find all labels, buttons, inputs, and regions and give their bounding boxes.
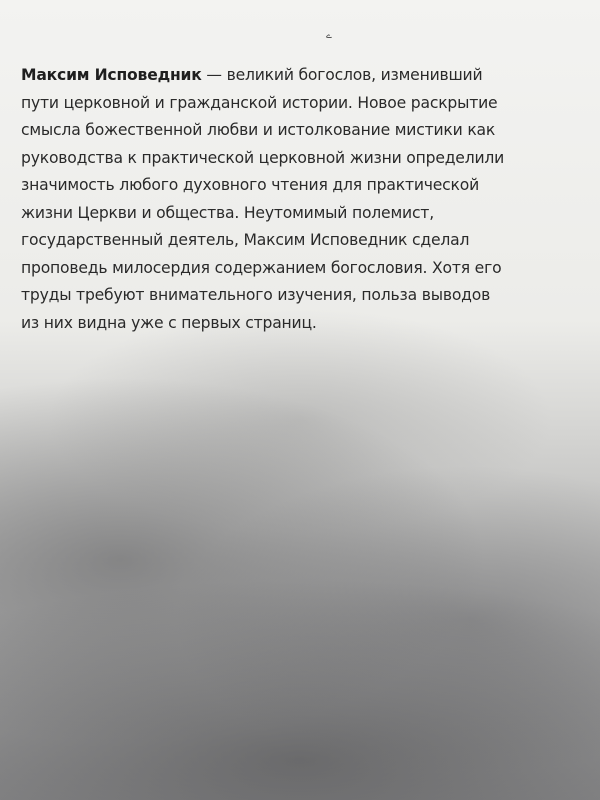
text-line-9: труды требуют внимательного изучения, польза выводов <box>21 286 491 304</box>
text-line-1-rest: — великий богослов, изменивший <box>201 66 483 84</box>
author-name: Максим Исповедник <box>21 66 202 84</box>
text-line-6: жизни Церкви и общества. Неутомимый полемист, <box>21 203 434 222</box>
text-line-3: смысла божественной любви и истолкование мистики как <box>21 121 496 139</box>
book-description <box>21 62 587 337</box>
ink-mark: ے <box>326 30 332 41</box>
text-line-4: руководства к практической церковной жизни определили <box>21 148 505 167</box>
text-line-8: проповедь милосердия содержанием богословия. Хотя его <box>21 258 502 277</box>
text-line-5: значимость любого духовного чтения для практической <box>21 176 480 194</box>
text-line-10: из них видна уже с первых страниц. <box>21 313 317 332</box>
text-line-2: пути церковной и гражданской истории. Новое раскрытие <box>21 93 498 112</box>
text-line-7: государственный деятель, Максим Исповедник сделал <box>21 231 470 249</box>
text-line-1 <box>21 62 587 90</box>
